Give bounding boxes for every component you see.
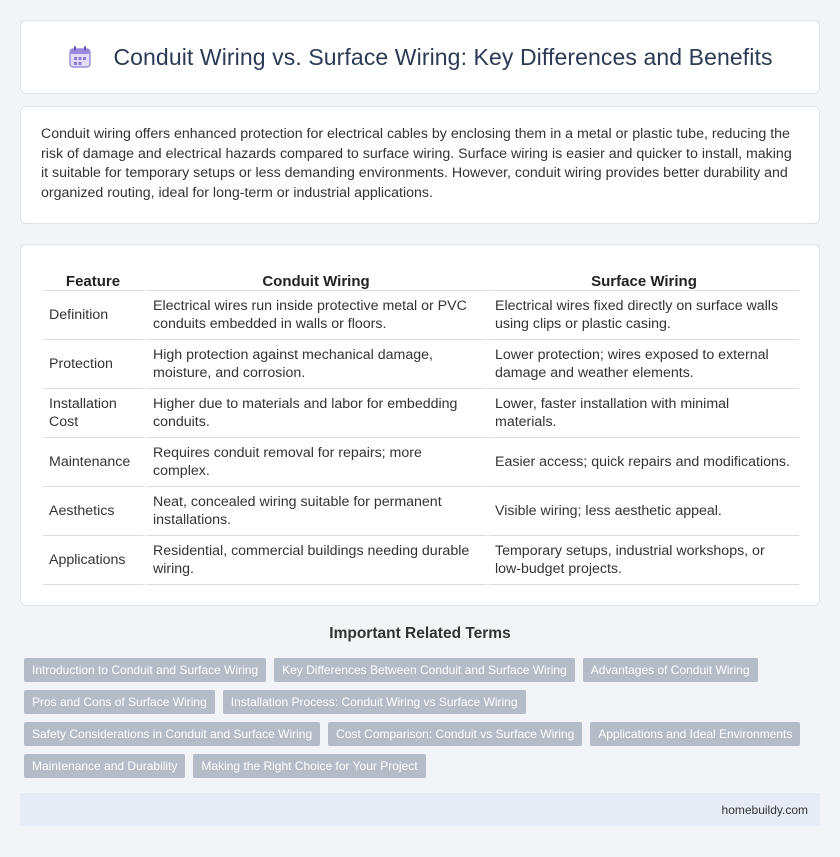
intro-card [20, 106, 820, 224]
related-term-tag[interactable]: Safety Considerations in Conduit and Surface Wiring [24, 722, 320, 746]
calendar-icon [67, 44, 93, 70]
table-row [43, 389, 799, 438]
table-row [43, 438, 799, 487]
table-row [43, 291, 799, 340]
table-row [43, 340, 799, 389]
feature-cell: Maintenance [43, 438, 147, 487]
conduit-cell: Higher due to materials and labor for embedding conduits. [147, 389, 489, 438]
surface-cell: Easier access; quick repairs and modifications. [489, 438, 799, 487]
footer-site-link[interactable]: homebuildy.com [721, 802, 808, 817]
surface-cell: Temporary setups, industrial workshops, or low-budget projects. [489, 536, 799, 585]
tag-row [24, 722, 820, 746]
related-term-tag[interactable]: Advantages of Conduit Wiring [583, 658, 758, 682]
related-term-tag[interactable]: Key Differences Between Conduit and Surface Wiring [274, 658, 575, 682]
title-wrap [67, 44, 772, 71]
feature-cell: Applications [43, 536, 147, 585]
related-term-tag[interactable]: Applications and Ideal Environments [590, 722, 800, 746]
conduit-cell: Residential, commercial buildings needing durable wiring. [147, 536, 489, 585]
header-feature: Feature [43, 267, 147, 291]
comparison-table [43, 267, 799, 585]
page-title: Conduit Wiring vs. Surface Wiring: Key Differences and Benefits [113, 43, 773, 70]
header-conduit: Conduit Wiring [147, 267, 489, 291]
tag-row [24, 754, 820, 778]
related-terms-title: Important Related Terms [329, 625, 511, 642]
surface-cell: Lower, faster installation with minimal materials. [489, 389, 799, 438]
surface-cell: Lower protection; wires exposed to external damage and weather elements. [489, 340, 799, 389]
header-surface: Surface Wiring [489, 267, 799, 291]
related-term-tag[interactable]: Installation Process: Conduit Wiring vs Surface Wiring [223, 690, 526, 714]
conduit-cell: Requires conduit removal for repairs; more complex. [147, 438, 489, 487]
footer [20, 793, 820, 826]
conduit-cell: High protection against mechanical damage, moisture, and corrosion. [147, 340, 489, 389]
tag-row [24, 690, 820, 714]
header-card [20, 20, 820, 94]
related-terms-list [24, 658, 820, 786]
surface-cell: Electrical wires fixed directly on surface walls using clips or plastic casing. [489, 291, 799, 340]
feature-cell: Protection [43, 340, 147, 389]
related-term-tag[interactable]: Maintenance and Durability [24, 754, 185, 778]
related-term-tag[interactable]: Making the Right Choice for Your Project [193, 754, 425, 778]
conduit-cell: Neat, concealed wiring suitable for permanent installations. [147, 487, 489, 536]
feature-cell: Installation Cost [43, 389, 147, 438]
table-row [43, 536, 799, 585]
intro-text: Conduit wiring offers enhanced protection for electrical cables by enclosing them in a metal or plastic tube, reducing the risk of damage and electrical hazards compared to surface wiring. Surface wiring is easier and quicker to install, making it suitable for temporary setups or less demanding environments. However, conduit wiring provides better durability and organized routing, ideal for long-term or industrial applications. [41, 126, 792, 201]
feature-cell: Definition [43, 291, 147, 340]
related-term-tag[interactable]: Introduction to Conduit and Surface Wiring [24, 658, 266, 682]
feature-cell: Aesthetics [43, 487, 147, 536]
table-row [43, 487, 799, 536]
related-term-tag[interactable]: Pros and Cons of Surface Wiring [24, 690, 215, 714]
table-header-row [43, 267, 799, 291]
related-term-tag[interactable]: Cost Comparison: Conduit vs Surface Wiring [328, 722, 582, 746]
surface-cell: Visible wiring; less aesthetic appeal. [489, 487, 799, 536]
comparison-table-card [20, 244, 820, 606]
conduit-cell: Electrical wires run inside protective metal or PVC conduits embedded in walls or floors. [147, 291, 489, 340]
tag-row [24, 658, 820, 682]
